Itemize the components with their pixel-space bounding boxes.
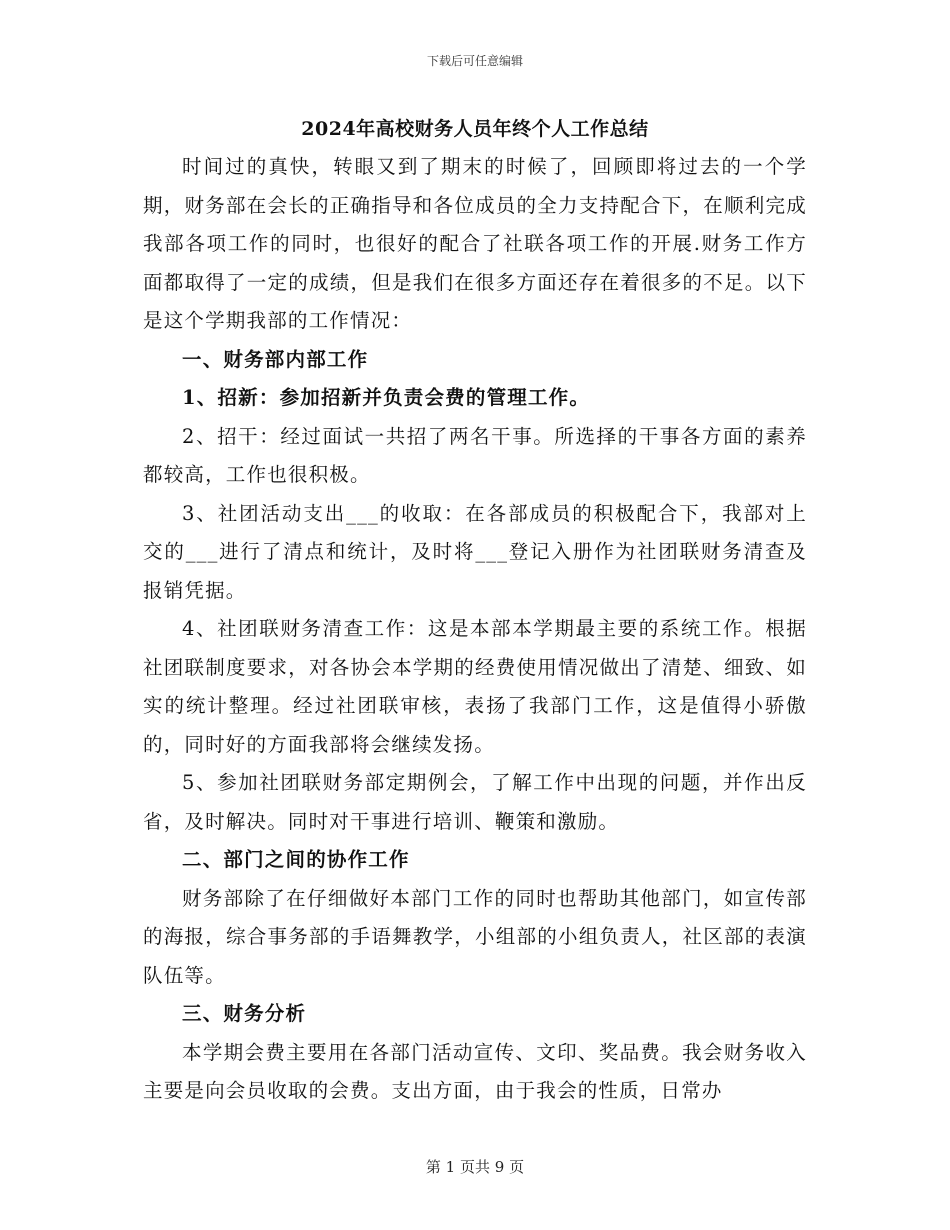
section-heading-collaboration: 二、部门之间的协作工作 (182, 848, 410, 871)
document-body (143, 148, 807, 1111)
intro-paragraph: 时间过的真快，转眼又到了期末的时候了，回顾即将过去的一个学期，财务部在会长的正确指导和各位成员的全力支持配合下，在顺利完成我部各项工作的同时，也很好的配合了社联各项工作的开展.财务工作方面都取得了一定的成绩，但是我们在很多方面还存在着很多的不足。以下是这个学期我部的工作情况： (143, 155, 807, 332)
header-note: 下载后可任意编辑 (426, 54, 523, 68)
section-heading-finance-analysis: 三、财务分析 (182, 1002, 307, 1025)
item-finance-audit: 4、社团联财务清查工作：这是本部本学期最主要的系统工作。根据社团联制度要求，对各协会本学期的经费使用情况做出了清楚、细致、如实的统计整理。经过社团联审核，表扬了我部门工作，这是值得小骄傲的，同时好的方面我部将会继续发扬。 (143, 617, 807, 756)
item-regular-meetings: 5、参加社团联财务部定期例会，了解工作中出现的问题，并作出反省，及时解决。同时对干事进行培训、鞭策和激励。 (143, 771, 807, 833)
item-recruitment: 1、招新：参加招新并负责会费的管理工作。 (182, 386, 591, 409)
item-staff-hiring: 2、招干：经过面试一共招了两名干事。所选择的干事各方面的素养都较高，工作也很积极。 (143, 424, 807, 486)
page-footer: 第 1 页共 9 页 (425, 1158, 525, 1176)
document-title: 2024年高校财务人员年终个人工作总结 (301, 118, 649, 140)
item-expense-collection: 3、社团活动支出___的收取：在各部成员的积极配合下，我部对上交的___进行了清点和统计，及时将___登记入册作为社团联财务清查及报销凭据。 (143, 501, 807, 602)
section-heading-internal-work: 一、财务部内部工作 (182, 347, 369, 371)
finance-analysis-paragraph: 本学期会费主要用在各部门活动宣传、文印、奖品费。我会财务收入主要是向会员收取的会费。支出方面，由于我会的性质，日常办 (143, 1040, 807, 1102)
collaboration-paragraph: 财务部除了在仔细做好本部门工作的同时也帮助其他部门，如宣传部的海报，综合事务部的手语舞教学，小组部的小组负责人，社区部的表演队伍等。 (143, 886, 807, 987)
